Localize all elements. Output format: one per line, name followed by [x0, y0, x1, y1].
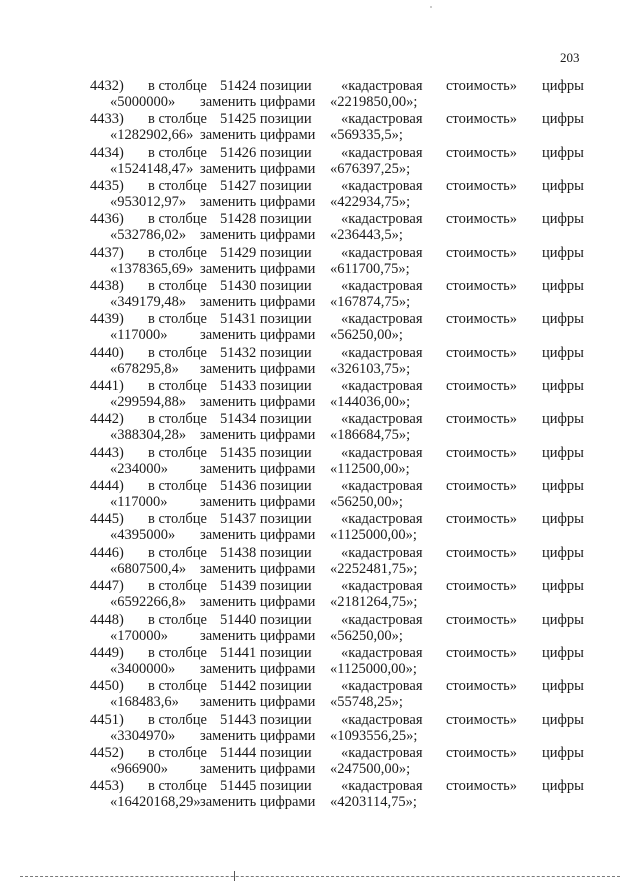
entry-first-line — [0, 411, 640, 428]
amendment-entry — [0, 345, 640, 378]
entry-value-word: стоимость» — [446, 444, 518, 461]
entry-new-value: «2252481,75»; — [330, 560, 418, 577]
entry-number: 4436) — [90, 211, 124, 228]
entry-replace-text: заменить цифрами — [200, 627, 316, 644]
entry-new-value: «4203114,75»; — [330, 794, 417, 811]
entry-cadastral-word: «кадастровая — [341, 344, 423, 361]
entry-digits-word: цифры — [542, 211, 584, 228]
entry-second-line — [0, 527, 640, 544]
scan-speck — [430, 6, 432, 8]
entry-old-value: «117000» — [110, 327, 168, 344]
entry-cadastral-word: «кадастровая — [341, 511, 423, 528]
entry-replace-text: заменить цифрами — [200, 760, 316, 777]
entry-digits-word: цифры — [542, 611, 584, 628]
entry-number: 4450) — [90, 678, 124, 695]
entry-cadastral-word: «кадастровая — [341, 478, 423, 495]
entry-replace-text: заменить цифрами — [200, 127, 316, 144]
entry-number: 4433) — [90, 111, 124, 128]
entry-replace-text: заменить цифрами — [200, 560, 316, 577]
entry-digits-word: цифры — [542, 511, 584, 528]
footer-tick-mark — [234, 871, 235, 881]
entry-first-line — [0, 778, 640, 795]
entry-digits-word: цифры — [542, 244, 584, 261]
entry-digits-word: цифры — [542, 278, 584, 295]
entry-in-column: в столбце — [148, 344, 207, 361]
entry-cadastral-word: «кадастровая — [341, 211, 423, 228]
entry-new-value: «2181264,75»; — [330, 594, 418, 611]
entry-first-line — [0, 478, 640, 495]
entry-digits-word: цифры — [542, 178, 584, 195]
entry-in-column: в столбце — [148, 778, 207, 795]
entry-first-line — [0, 145, 640, 162]
entry-replace-text: заменить цифрами — [200, 460, 316, 477]
entry-cadastral-word: «кадастровая — [341, 611, 423, 628]
entry-replace-text: заменить цифрами — [200, 194, 316, 211]
entry-first-line — [0, 712, 640, 729]
entry-second-line — [0, 327, 640, 344]
amendment-entry — [0, 745, 640, 778]
entry-column-position: 51425 позиции — [220, 111, 312, 128]
entry-value-word: стоимость» — [446, 678, 518, 695]
entry-column-position: 51442 позиции — [220, 678, 312, 695]
entry-first-line — [0, 578, 640, 595]
entry-column-position: 51441 позиции — [220, 644, 312, 661]
entry-new-value: «144036,00»; — [330, 394, 411, 411]
entry-new-value: «676397,25»; — [330, 160, 411, 177]
entry-new-value: «569335,5»; — [330, 127, 403, 144]
entry-new-value: «167874,75»; — [330, 294, 411, 311]
entry-column-position: 51426 позиции — [220, 144, 312, 161]
entry-column-position: 51431 позиции — [220, 311, 312, 328]
entry-second-line — [0, 394, 640, 411]
entry-second-line — [0, 261, 640, 278]
entry-digits-word: цифры — [542, 78, 584, 94]
entry-second-line — [0, 427, 640, 444]
entry-replace-text: заменить цифрами — [200, 94, 316, 110]
amendment-list — [0, 78, 640, 812]
entry-old-value: «234000» — [110, 460, 168, 477]
entry-digits-word: цифры — [542, 444, 584, 461]
entry-cadastral-word: «кадастровая — [341, 644, 423, 661]
entry-column-position: 51430 позиции — [220, 278, 312, 295]
amendment-entry — [0, 778, 640, 811]
entry-value-word: стоимость» — [446, 744, 518, 761]
entry-replace-text: заменить цифрами — [200, 227, 316, 244]
amendment-entry — [0, 411, 640, 444]
entry-cadastral-word: «кадастровая — [341, 711, 423, 728]
entry-in-column: в столбце — [148, 711, 207, 728]
entry-second-line — [0, 294, 640, 311]
entry-first-line — [0, 745, 640, 762]
entry-first-line — [0, 245, 640, 262]
entry-second-line — [0, 694, 640, 711]
entry-value-word: стоимость» — [446, 144, 518, 161]
entry-old-value: «3400000» — [110, 660, 176, 677]
amendment-entry — [0, 645, 640, 678]
entry-cadastral-word: «кадастровая — [341, 78, 423, 94]
entry-replace-text: заменить цифрами — [200, 427, 316, 444]
entry-value-word: стоимость» — [446, 478, 518, 495]
entry-column-position: 51443 позиции — [220, 711, 312, 728]
amendment-entry — [0, 178, 640, 211]
entry-value-word: стоимость» — [446, 311, 518, 328]
entry-column-position: 51439 позиции — [220, 578, 312, 595]
entry-second-line — [0, 794, 640, 811]
entry-column-position: 51444 позиции — [220, 744, 312, 761]
entry-new-value: «186684,75»; — [330, 427, 411, 444]
entry-second-line — [0, 661, 640, 678]
amendment-entry — [0, 378, 640, 411]
entry-old-value: «953012,97» — [110, 194, 187, 211]
amendment-entry — [0, 678, 640, 711]
entry-number: 4453) — [90, 778, 124, 795]
entry-second-line — [0, 561, 640, 578]
entry-old-value: «117000» — [110, 494, 168, 511]
entry-old-value: «1524148,47» — [110, 160, 194, 177]
amendment-entry — [0, 78, 640, 111]
entry-number: 4448) — [90, 611, 124, 628]
entry-replace-text: заменить цифрами — [200, 694, 316, 711]
entry-digits-word: цифры — [542, 478, 584, 495]
entry-digits-word: цифры — [542, 411, 584, 428]
entry-column-position: 51435 позиции — [220, 444, 312, 461]
entry-replace-text: заменить цифрами — [200, 494, 316, 511]
entry-in-column: в столбце — [148, 544, 207, 561]
entry-in-column: в столбце — [148, 78, 207, 94]
entry-cadastral-word: «кадастровая — [341, 244, 423, 261]
entry-cadastral-word: «кадастровая — [341, 411, 423, 428]
entry-digits-word: цифры — [542, 578, 584, 595]
entry-second-line — [0, 494, 640, 511]
entry-old-value: «299594,88» — [110, 394, 187, 411]
entry-value-word: стоимость» — [446, 544, 518, 561]
entry-first-line — [0, 645, 640, 662]
entry-value-word: стоимость» — [446, 711, 518, 728]
entry-first-line — [0, 178, 640, 195]
entry-column-position: 51445 позиции — [220, 778, 312, 795]
entry-number: 4444) — [90, 478, 124, 495]
entry-new-value: «56250,00»; — [330, 327, 403, 344]
entry-new-value: «236443,5»; — [330, 227, 403, 244]
entry-cadastral-word: «кадастровая — [341, 111, 423, 128]
entry-cadastral-word: «кадастровая — [341, 744, 423, 761]
entry-new-value: «1125000,00»; — [330, 527, 417, 544]
entry-in-column: в столбце — [148, 278, 207, 295]
entry-digits-word: цифры — [542, 344, 584, 361]
entry-digits-word: цифры — [542, 711, 584, 728]
entry-in-column: в столбце — [148, 644, 207, 661]
entry-number: 4446) — [90, 544, 124, 561]
entry-cadastral-word: «кадастровая — [341, 311, 423, 328]
entry-new-value: «2219850,00»; — [330, 94, 418, 110]
entry-in-column: в столбце — [148, 744, 207, 761]
entry-in-column: в столбце — [148, 311, 207, 328]
amendment-entry — [0, 111, 640, 144]
entry-replace-text: заменить цифрами — [200, 394, 316, 411]
entry-column-position: 51438 позиции — [220, 544, 312, 561]
entry-number: 4437) — [90, 244, 124, 261]
entry-old-value: «349179,48» — [110, 294, 187, 311]
entry-value-word: стоимость» — [446, 178, 518, 195]
entry-cadastral-word: «кадастровая — [341, 444, 423, 461]
amendment-entry — [0, 311, 640, 344]
entry-second-line — [0, 461, 640, 478]
entry-cadastral-word: «кадастровая — [341, 278, 423, 295]
entry-old-value: «388304,28» — [110, 427, 187, 444]
entry-column-position: 51436 позиции — [220, 478, 312, 495]
entry-first-line — [0, 278, 640, 295]
entry-number: 4447) — [90, 578, 124, 595]
entry-second-line — [0, 227, 640, 244]
entry-second-line — [0, 127, 640, 144]
entry-replace-text: заменить цифрами — [200, 527, 316, 544]
entry-old-value: «678295,8» — [110, 360, 179, 377]
entry-column-position: 51432 позиции — [220, 344, 312, 361]
footer-dashed-rule — [20, 876, 620, 877]
entry-number: 4445) — [90, 511, 124, 528]
amendment-entry — [0, 578, 640, 611]
entry-second-line — [0, 594, 640, 611]
entry-old-value: «6592266,8» — [110, 594, 187, 611]
entry-in-column: в столбце — [148, 211, 207, 228]
entry-number: 4442) — [90, 411, 124, 428]
entry-first-line — [0, 311, 640, 328]
entry-number: 4452) — [90, 744, 124, 761]
amendment-entry — [0, 511, 640, 544]
entry-cadastral-word: «кадастровая — [341, 178, 423, 195]
entry-second-line — [0, 194, 640, 211]
entry-new-value: «611700,75»; — [330, 260, 410, 277]
entry-first-line — [0, 378, 640, 395]
entry-first-line — [0, 678, 640, 695]
entry-value-word: стоимость» — [446, 244, 518, 261]
entry-value-word: стоимость» — [446, 511, 518, 528]
entry-number: 4441) — [90, 378, 124, 395]
entry-number: 4434) — [90, 144, 124, 161]
amendment-entry — [0, 145, 640, 178]
entry-digits-word: цифры — [542, 778, 584, 795]
entry-replace-text: заменить цифрами — [200, 294, 316, 311]
entry-old-value: «3304970» — [110, 727, 176, 744]
entry-replace-text: заменить цифрами — [200, 794, 316, 811]
entry-second-line — [0, 628, 640, 645]
amendment-entry — [0, 612, 640, 645]
entry-in-column: в столбце — [148, 111, 207, 128]
entry-replace-text: заменить цифрами — [200, 594, 316, 611]
entry-replace-text: заменить цифрами — [200, 660, 316, 677]
entry-column-position: 51427 позиции — [220, 178, 312, 195]
entry-number: 4451) — [90, 711, 124, 728]
entry-column-position: 51428 позиции — [220, 211, 312, 228]
entry-cadastral-word: «кадастровая — [341, 778, 423, 795]
entry-new-value: «1093556,25»; — [330, 727, 418, 744]
entry-second-line — [0, 161, 640, 178]
entry-value-word: стоимость» — [446, 411, 518, 428]
entry-first-line — [0, 545, 640, 562]
entry-number: 4449) — [90, 644, 124, 661]
entry-in-column: в столбце — [148, 244, 207, 261]
entry-old-value: «168483,6» — [110, 694, 179, 711]
entry-number: 4432) — [90, 78, 124, 94]
entry-replace-text: заменить цифрами — [200, 327, 316, 344]
entry-old-value: «1282902,66» — [110, 127, 194, 144]
entry-value-word: стоимость» — [446, 578, 518, 595]
entry-digits-word: цифры — [542, 144, 584, 161]
entry-value-word: стоимость» — [446, 378, 518, 395]
amendment-entry — [0, 478, 640, 511]
entry-value-word: стоимость» — [446, 611, 518, 628]
entry-first-line — [0, 345, 640, 362]
entry-cadastral-word: «кадастровая — [341, 544, 423, 561]
entry-second-line — [0, 728, 640, 745]
entry-new-value: «1125000,00»; — [330, 660, 417, 677]
entry-first-line — [0, 511, 640, 528]
amendment-entry — [0, 545, 640, 578]
entry-value-word: стоимость» — [446, 644, 518, 661]
entry-replace-text: заменить цифрами — [200, 727, 316, 744]
amendment-entry — [0, 278, 640, 311]
entry-cadastral-word: «кадастровая — [341, 144, 423, 161]
entry-new-value: «56250,00»; — [330, 494, 403, 511]
entry-in-column: в столбце — [148, 178, 207, 195]
entry-digits-word: цифры — [542, 744, 584, 761]
entry-in-column: в столбце — [148, 611, 207, 628]
entry-new-value: «422934,75»; — [330, 194, 411, 211]
entry-in-column: в столбце — [148, 578, 207, 595]
entry-in-column: в столбце — [148, 144, 207, 161]
entry-first-line — [0, 445, 640, 462]
entry-in-column: в столбце — [148, 511, 207, 528]
entry-digits-word: цифры — [542, 644, 584, 661]
entry-number: 4443) — [90, 444, 124, 461]
entry-second-line — [0, 361, 640, 378]
entry-new-value: «112500,00»; — [330, 460, 410, 477]
entry-old-value: «4395000» — [110, 527, 176, 544]
entry-new-value: «56250,00»; — [330, 627, 403, 644]
entry-in-column: в столбце — [148, 478, 207, 495]
entry-second-line — [0, 94, 640, 111]
entry-in-column: в столбце — [148, 378, 207, 395]
entry-replace-text: заменить цифрами — [200, 360, 316, 377]
amendment-entry — [0, 712, 640, 745]
entry-column-position: 51433 позиции — [220, 378, 312, 395]
entry-column-position: 51424 позиции — [220, 78, 312, 94]
entry-old-value: «16420168,29» — [110, 794, 201, 811]
page-number: 203 — [560, 50, 580, 65]
entry-old-value: «966900» — [110, 760, 168, 777]
entry-old-value: «532786,02» — [110, 227, 187, 244]
entry-new-value: «247500,00»; — [330, 760, 411, 777]
entry-value-word: стоимость» — [446, 278, 518, 295]
entry-cadastral-word: «кадастровая — [341, 578, 423, 595]
entry-digits-word: цифры — [542, 378, 584, 395]
entry-digits-word: цифры — [542, 311, 584, 328]
entry-first-line — [0, 612, 640, 629]
amendment-entry — [0, 211, 640, 244]
entry-new-value: «55748,25»; — [330, 694, 403, 711]
entry-value-word: стоимость» — [446, 111, 518, 128]
amendment-entry — [0, 445, 640, 478]
entry-value-word: стоимость» — [446, 211, 518, 228]
entry-first-line — [0, 211, 640, 228]
entry-cadastral-word: «кадастровая — [341, 378, 423, 395]
entry-value-word: стоимость» — [446, 344, 518, 361]
entry-column-position: 51440 позиции — [220, 611, 312, 628]
entry-number: 4438) — [90, 278, 124, 295]
entry-column-position: 51434 позиции — [220, 411, 312, 428]
entry-column-position: 51437 позиции — [220, 511, 312, 528]
entry-value-word: стоимость» — [446, 778, 518, 795]
entry-in-column: в столбце — [148, 411, 207, 428]
entry-column-position: 51429 позиции — [220, 244, 312, 261]
entry-digits-word: цифры — [542, 544, 584, 561]
entry-second-line — [0, 761, 640, 778]
entry-digits-word: цифры — [542, 678, 584, 695]
entry-in-column: в столбце — [148, 444, 207, 461]
entry-first-line — [0, 78, 640, 95]
entry-old-value: «170000» — [110, 627, 168, 644]
entry-number: 4439) — [90, 311, 124, 328]
entry-replace-text: заменить цифрами — [200, 260, 316, 277]
entry-old-value: «1378365,69» — [110, 260, 194, 277]
entry-value-word: стоимость» — [446, 78, 518, 94]
entry-old-value: «6807500,4» — [110, 560, 187, 577]
entry-cadastral-word: «кадастровая — [341, 678, 423, 695]
entry-number: 4440) — [90, 344, 124, 361]
entry-number: 4435) — [90, 178, 124, 195]
entry-old-value: «5000000» — [110, 94, 176, 110]
entry-digits-word: цифры — [542, 111, 584, 128]
entry-first-line — [0, 111, 640, 128]
amendment-entry — [0, 245, 640, 278]
entry-in-column: в столбце — [148, 678, 207, 695]
entry-replace-text: заменить цифрами — [200, 160, 316, 177]
entry-new-value: «326103,75»; — [330, 360, 411, 377]
